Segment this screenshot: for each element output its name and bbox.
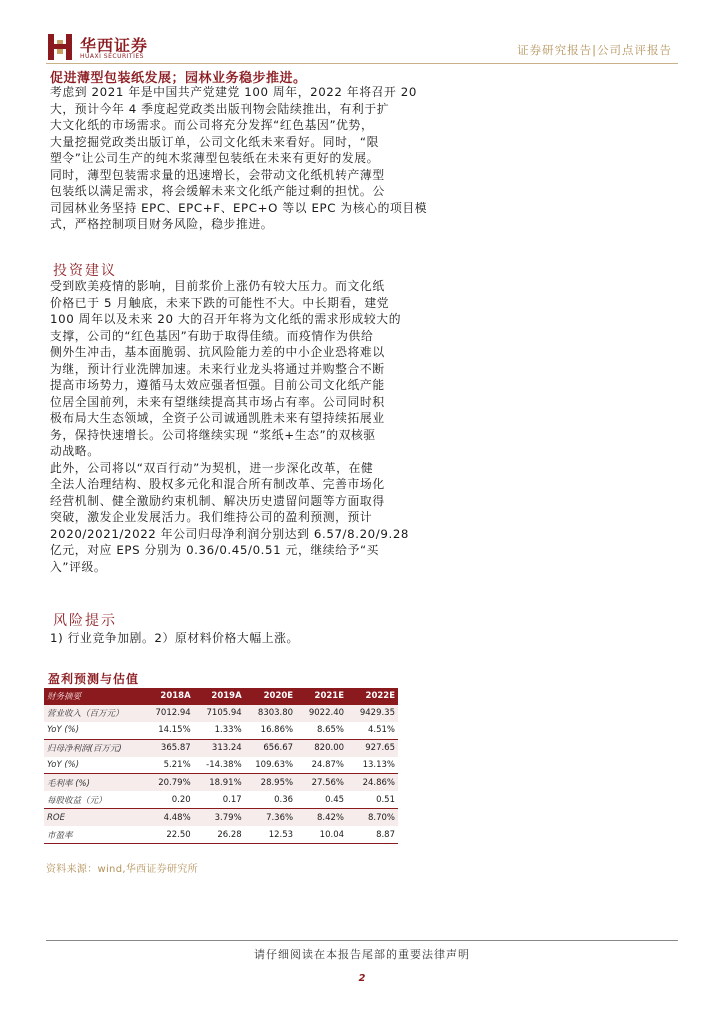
- text-line: 2020/2021/2022 年公司归母净利润分别达到 6.57/8.20/9.28: [50, 526, 410, 541]
- text-line: 包装纸以满足需求，将会缓解未来文化纸产能过剩的担忧。公: [50, 184, 385, 198]
- table-cell: 8.70%: [347, 809, 398, 826]
- table-cell: 0.36: [245, 791, 296, 808]
- table-cell: 7105.94: [194, 705, 245, 722]
- text-line: 此外，公司将以“双百行动”为契机，进一步深化改革，在健: [50, 460, 374, 475]
- table-cell: 14.15%: [143, 722, 194, 739]
- table-cell: 12.53: [245, 826, 296, 843]
- table-row: [44, 774, 398, 791]
- table-cell: 927.65: [347, 739, 398, 756]
- text-line: 大，预计今年 4 季度起党政类出版刊物会陆续推出，有利于扩: [50, 101, 390, 116]
- logo-english-name: HUAXI SECURITIES: [80, 53, 144, 60]
- text-line: 侧外生冲击，基本面脆弱、抗风险能力差的中小企业恐将难以: [50, 345, 385, 359]
- table-cell: 24.86%: [347, 774, 398, 791]
- text-line: 支撑，公司的“红色基因”有助于取得佳绩。而疫情作为供给: [50, 328, 374, 343]
- table-cell: 24.87%: [296, 757, 347, 774]
- table-cell: 365.87: [143, 739, 194, 756]
- text-line: 100 周年以及未来 20 大的召开年将为文化纸的需求形成较大的: [50, 312, 402, 326]
- huaxi-logo-icon: [48, 34, 72, 60]
- table-cell: 3.79%: [194, 809, 245, 826]
- text-line: 动战略。: [50, 444, 100, 458]
- table-cell: 7012.94: [143, 705, 194, 722]
- section-packaging-body: [50, 84, 678, 233]
- table-cell: 9429.35: [347, 705, 398, 722]
- table-cell: 8.42%: [296, 809, 347, 826]
- table-cell: 4.51%: [347, 722, 398, 739]
- table-row-label: 营业收入（百万元）: [44, 705, 143, 722]
- table-cell: 0.20: [143, 791, 194, 808]
- text-line: 司园林业务坚持 EPC、EPC+F、EPC+O 等以 EPC 为核心的项目模: [50, 200, 428, 215]
- table-cell: 20.79%: [143, 774, 194, 791]
- table-cell: 656.67: [245, 739, 296, 756]
- table-row: [44, 791, 398, 808]
- text-line: 提高市场势力，遵循马太效应强者恒强。目前公司文化纸产能: [50, 378, 385, 392]
- table-cell: 9022.40: [296, 705, 347, 722]
- table-cell: 313.24: [194, 739, 245, 756]
- table-row: [44, 809, 398, 826]
- table-header-cell: 2022E: [347, 688, 398, 705]
- table-cell: 0.45: [296, 791, 347, 808]
- header-divider: [46, 63, 678, 64]
- table-row-label: 归母净利润(百万元): [44, 739, 143, 756]
- table-row-label: 毛利率 (%): [44, 774, 143, 791]
- table-cell: 8.65%: [296, 722, 347, 739]
- logo-chinese-name: 华西证券: [80, 36, 149, 55]
- text-line: 极布局大生态领域，全资子公司诚通凯胜未来有望持续拓展业: [50, 411, 385, 425]
- table-cell: 5.21%: [143, 757, 194, 774]
- table-cell: 13.13%: [347, 757, 398, 774]
- table-cell: 820.00: [296, 739, 347, 756]
- table-row-label: YoY (%): [44, 722, 143, 739]
- table-cell: 109.63%: [245, 757, 296, 774]
- table-cell: 22.50: [143, 826, 194, 843]
- text-line: 经营机制、健全激励约束机制、解决历史遗留问题等方面取得: [50, 493, 385, 508]
- table-cell: 8.87: [347, 826, 398, 843]
- text-line: 位居全国前列，未来有望继续提高其市场占有率。公司同时积: [50, 394, 385, 409]
- page-number: 2: [358, 973, 366, 984]
- table-cell: 1.33%: [194, 722, 245, 739]
- financial-forecast-table: [44, 688, 398, 844]
- text-line: 亿元，对应 EPS 分别为 0.36/0.45/0.51 元，继续给予“买: [50, 543, 380, 557]
- table-cell: 8303.80: [245, 705, 296, 722]
- table-row-label: ROE: [44, 809, 143, 826]
- section-title-investment: 投资建议: [53, 263, 117, 279]
- table-cell: 28.95%: [245, 774, 296, 791]
- text-line: 全法人治理结构、股权多元化和混合所有制改革、完善市场化: [50, 477, 385, 491]
- table-row-label: 市盈率: [44, 826, 143, 843]
- text-line: 入”评级。: [50, 559, 107, 574]
- section-title-packaging: 促进薄型包装纸发展；园林业务稳步推进。: [50, 71, 307, 86]
- text-line: 大量挖掘党政类出版订单，公司文化纸未来看好。同时，“限: [50, 134, 380, 149]
- table-row-label: YoY (%): [44, 757, 143, 774]
- text-line: 同时，薄型包装需求量的迅速增长，会带动文化纸机转产薄型: [50, 167, 385, 182]
- table-header-cell: 财务摘要: [44, 688, 143, 705]
- table-header-cell: 2020E: [245, 688, 296, 705]
- table-row: [44, 722, 398, 739]
- table-cell: 27.56%: [296, 774, 347, 791]
- text-line: 大文化纸的市场需求。而公司将充分发挥“红色基因”优势，: [50, 118, 374, 132]
- table-cell: 16.86%: [245, 722, 296, 739]
- table-cell: 18.91%: [194, 774, 245, 791]
- table-cell: 26.28: [194, 826, 245, 843]
- text-line: 务，保持快速增长。公司将继续实现 “浆纸+生态”的双核驱: [50, 427, 376, 442]
- table-row: [44, 757, 398, 774]
- section-investment-body: [50, 278, 678, 575]
- table-row: [44, 739, 398, 756]
- table-cell: 4.48%: [143, 809, 194, 826]
- table-cell: -14.38%: [194, 757, 245, 774]
- text-line: 受到欧美疫情的影响，目前浆价上涨仍有较大压力。而文化纸: [50, 279, 385, 293]
- table-source-note: 资料来源：wind,华西证券研究所: [46, 864, 198, 875]
- report-type-label: 证券研究报告|公司点评报告: [517, 43, 672, 57]
- table-cell: 10.04: [296, 826, 347, 843]
- text-line: 为继，预计行业洗牌加速。未来行业龙头将通过并购整合不断: [50, 361, 385, 376]
- text-line: 价格已于 5 月触底，未来下跌的可能性不大。中长期看，建党: [50, 295, 390, 310]
- table-cell: 0.17: [194, 791, 245, 808]
- table-cell: 7.36%: [245, 809, 296, 826]
- table-header-cell: 2018A: [143, 688, 194, 705]
- text-line: 塑令”让公司生产的纯木浆薄型包装纸在未来有更好的发展。: [50, 151, 380, 165]
- text-line: 1) 行业竞争加剧。2）原材料价格大幅上涨。: [50, 631, 299, 645]
- table-header-row: [44, 688, 398, 705]
- table-title: 盈利预测与估值: [48, 672, 140, 686]
- table-row-label: 每股收益（元）: [44, 791, 143, 808]
- section-title-risk: 风险提示: [53, 613, 117, 629]
- text-line: 考虑到 2021 年是中国共产党建党 100 周年，2022 年将召开 20: [50, 85, 418, 99]
- text-line: 式，严格控制项目财务风险，稳步推进。: [50, 217, 274, 231]
- text-line: 突破，激发企业发展活力。我们维持公司的盈利预测，预计: [50, 510, 373, 524]
- table-row: [44, 705, 398, 722]
- section-risk-body: [50, 630, 678, 647]
- table-row: [44, 826, 398, 843]
- page-header: [0, 0, 724, 66]
- table-header-cell: 2021E: [296, 688, 347, 705]
- table-cell: 0.51: [347, 791, 398, 808]
- footer-divider: [46, 940, 678, 941]
- footer-disclaimer: 请仔细阅读在本报告尾部的重要法律声明: [254, 948, 470, 961]
- table-header-cell: 2019A: [194, 688, 245, 705]
